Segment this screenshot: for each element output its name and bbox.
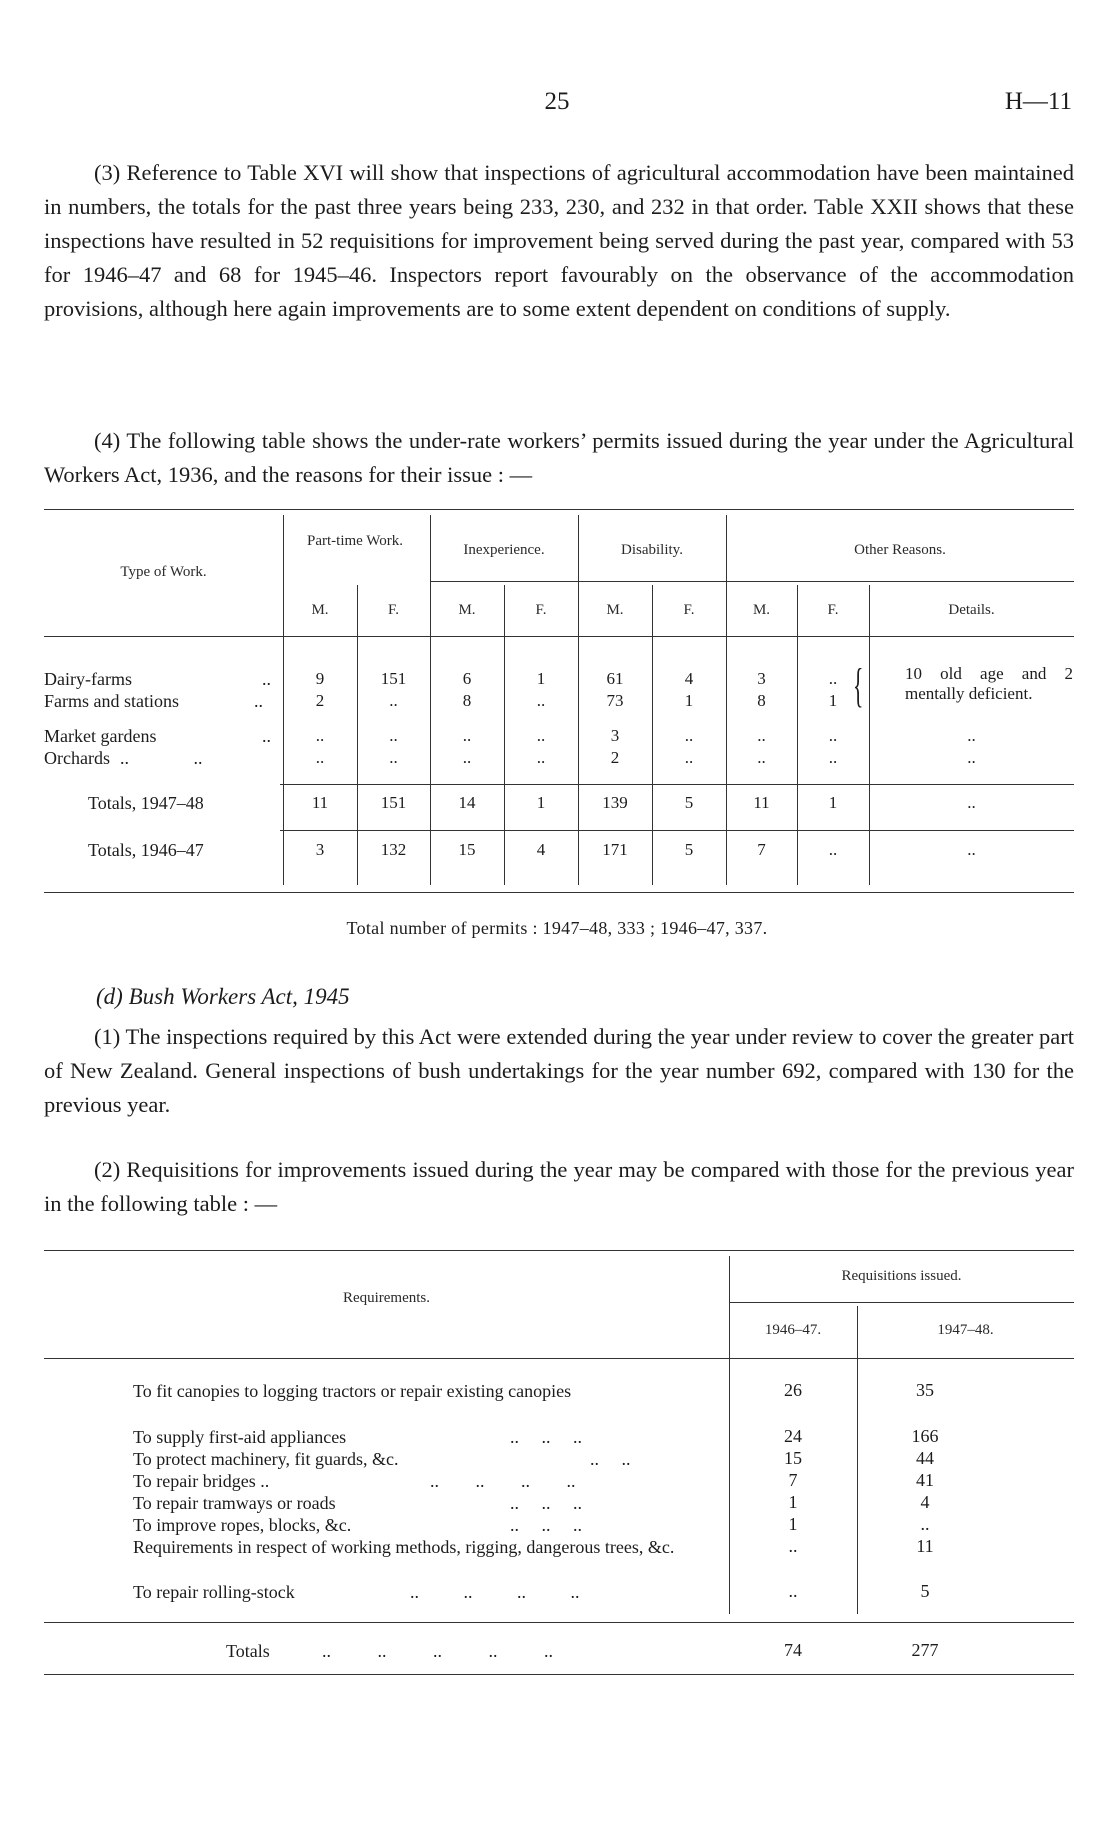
section-prefix: (d): [96, 984, 123, 1009]
table-cell: 73: [606, 691, 624, 710]
req-row-leader: .. .. .. ..: [410, 1582, 580, 1602]
table-cell: ..: [462, 748, 472, 767]
table-cell: 1: [684, 691, 694, 710]
details-note: 10 old age and 2 mentally deficient.: [905, 664, 1073, 703]
totals-rule-2: [280, 830, 1074, 831]
section-heading: [96, 984, 350, 1010]
table-bottom-rule: [44, 892, 1074, 893]
req-value-1947-48: 5: [920, 1581, 930, 1601]
paragraph-d1-text: (1) The inspections required by this Act were extended during the year under review to cover the greater part of New Zealand. General inspections of bush undertakings for the year number 692, compared with 130 for the previous year.: [44, 1024, 1074, 1117]
header-type-of-work: Type of Work.: [120, 564, 207, 580]
table-cell-details: ..: [967, 793, 976, 812]
table-cell: 1: [828, 793, 838, 812]
req-total-1947-48: 277: [911, 1640, 939, 1660]
req-value-1947-48: 41: [916, 1470, 934, 1490]
group-header-rule: [430, 581, 1074, 582]
table-cell: ..: [389, 691, 398, 710]
table-cell: 1: [536, 669, 546, 688]
req-row-leader: .. .. ..: [510, 1515, 582, 1535]
req-totals-leader: .. .. .. .. ..: [322, 1641, 553, 1661]
row-label-market-gardens: Market gardens: [44, 726, 157, 746]
paragraph-4-text: (4) The following table shows the under-rate workers’ permits issued during the year under the Agricultural Workers Act, 1936, and the reasons for their issue : —: [44, 428, 1074, 487]
req-row-leader: .. .. .. ..: [430, 1471, 576, 1491]
header-requisitions-issued: Requisitions issued.: [841, 1268, 962, 1284]
req-row-leader: .. .. ..: [510, 1427, 582, 1447]
page-number: 25: [544, 88, 570, 115]
table-cell: 14: [458, 793, 476, 812]
permits-total-caption: Total number of permits : 1947–48, 333 ; 1946–47, 337.: [346, 918, 768, 938]
table-cell: 11: [753, 793, 770, 812]
table-cell: ..: [315, 748, 325, 767]
row-leader: ..: [262, 726, 271, 746]
req-totals-label: Totals: [226, 1641, 270, 1661]
req-value-1946-47: 26: [784, 1380, 802, 1400]
req-row-label: To repair rolling-stock: [133, 1582, 295, 1602]
row-label-totals-1947-48: Totals, 1947–48: [88, 793, 204, 813]
sub-f: F.: [827, 602, 839, 618]
req-value-1947-48: 11: [916, 1536, 934, 1556]
table-cell: ..: [684, 748, 694, 767]
req-value-1946-47: ..: [788, 1581, 798, 1601]
col-rule: [729, 1256, 730, 1614]
table-cell: ..: [828, 748, 838, 767]
table-cell: 6: [462, 669, 472, 688]
header-inexperience: Inexperience.: [463, 542, 545, 558]
table-cell: 151: [380, 793, 407, 812]
row-leader: .. ..: [120, 748, 203, 768]
req-row-leader: .. .. ..: [510, 1493, 582, 1513]
table-cell: 151: [380, 669, 407, 688]
table-cell: 3: [610, 726, 620, 745]
header-disability: Disability.: [621, 542, 683, 558]
table-cell: 139: [602, 793, 628, 812]
req-value-1946-47: 1: [788, 1492, 798, 1512]
table-cell: 171: [602, 840, 628, 859]
sub-details: Details.: [948, 602, 995, 618]
table-cell: ..: [389, 726, 398, 745]
document-code: H—11: [1004, 88, 1072, 115]
sub-m: M.: [752, 602, 771, 618]
req-value-1947-48: ..: [920, 1514, 930, 1534]
req-value-1946-47: 24: [784, 1426, 802, 1446]
table-cell: 61: [606, 669, 624, 688]
req-row-label: To protect machinery, fit guards, &c.: [133, 1449, 399, 1469]
table-cell: 11: [311, 793, 329, 812]
req-row-label: To fit canopies to logging tractors or repair existing canopies: [133, 1381, 572, 1401]
req-row-label: To repair tramways or roads: [133, 1493, 336, 1513]
table-cell: 15: [458, 840, 476, 859]
req-row-label: To improve ropes, blocks, &c.: [133, 1515, 352, 1535]
sub-f: F.: [535, 602, 547, 618]
req-value-1946-47: 1: [788, 1514, 798, 1534]
table-cell: 4: [536, 840, 546, 859]
table-cell: ..: [757, 748, 766, 767]
col-rule: [857, 1306, 858, 1614]
req-total-1946-47: 74: [784, 1640, 802, 1660]
table-cell: ..: [462, 726, 472, 745]
table-cell: 9: [315, 669, 325, 688]
req-value-1947-48: 166: [911, 1426, 939, 1446]
row-leader: ..: [254, 691, 263, 711]
header-bottom-rule: [44, 1358, 1074, 1359]
table-cell: 2: [610, 748, 620, 767]
table-cell: 1: [828, 691, 838, 710]
table-cell: ..: [536, 691, 546, 710]
table-cell-details: ..: [967, 840, 976, 859]
table-cell: ..: [315, 726, 325, 745]
req-value-1947-48: 35: [916, 1380, 934, 1400]
table-top-rule: [44, 1250, 1074, 1251]
header-1946-47: 1946–47.: [764, 1322, 822, 1338]
sub-m: M.: [458, 602, 476, 618]
table-cell: 8: [462, 691, 472, 710]
table-cell: 4: [684, 669, 694, 688]
table-cell: ..: [389, 748, 398, 767]
sub-f: F.: [683, 602, 695, 618]
paragraph-4: [44, 424, 1074, 492]
table-cell: 132: [380, 840, 407, 859]
table-cell: 2: [315, 691, 325, 710]
sub-m: M.: [311, 602, 329, 618]
row-label-totals-1946-47: Totals, 1946–47: [88, 840, 204, 860]
table-cell: 1: [536, 793, 546, 812]
row-label-farms-stations: Farms and stations: [44, 691, 179, 711]
table-cell-details: ..: [967, 726, 976, 745]
table-top-rule: [44, 509, 1074, 510]
table-cell: 3: [315, 840, 325, 859]
table-end-rule: [44, 1674, 1074, 1675]
header-other-reasons: Other Reasons.: [854, 542, 946, 558]
req-row-label: To supply first-aid appliances: [133, 1427, 347, 1447]
table-cell: ..: [536, 748, 546, 767]
table-cell: ..: [828, 726, 838, 745]
table-cell: ..: [828, 840, 838, 859]
table-cell: ..: [828, 669, 838, 688]
table-cell: 5: [684, 840, 694, 859]
req-row-label: Requirements in respect of working methods, rigging, dangerous trees, &c.: [133, 1537, 675, 1557]
table-cell: ..: [684, 726, 694, 745]
section-title: Bush Workers Act, 1945: [128, 984, 350, 1009]
header-requirements: Requirements.: [342, 1290, 431, 1306]
req-value-1946-47: 7: [788, 1470, 798, 1490]
header-bottom-rule: [44, 636, 1074, 637]
table-cell: 3: [757, 669, 766, 688]
table-bottom-rule: [44, 1622, 1074, 1623]
req-value-1946-47: 15: [784, 1448, 802, 1468]
group-header-rule: [729, 1302, 1074, 1303]
req-value-1947-48: 4: [920, 1492, 930, 1512]
paragraph-d2-text: (2) Requisitions for improvements issued during the year may be compared with those for the previous year in the following table : —: [44, 1157, 1074, 1216]
req-value-1947-48: 44: [916, 1448, 934, 1468]
sub-m: M.: [606, 602, 624, 618]
table-cell: ..: [757, 726, 766, 745]
req-value-1946-47: ..: [788, 1536, 798, 1556]
sub-f: F.: [388, 602, 399, 618]
paragraph-3: [44, 156, 1074, 326]
row-label-dairy-farms: Dairy-farms: [44, 669, 132, 689]
paragraph-d1: [44, 1020, 1074, 1122]
table-cell: ..: [536, 726, 546, 745]
table-cell: 8: [757, 691, 766, 710]
header-part-time: Part-time Work.: [307, 533, 403, 549]
totals-rule-1: [280, 784, 1074, 785]
details-brace: {: [853, 659, 864, 712]
row-label-orchards: Orchards: [44, 748, 110, 768]
row-leader: ..: [262, 669, 271, 689]
header-1947-48: 1947–48.: [937, 1322, 994, 1338]
table-cell: 5: [684, 793, 694, 812]
req-row-label: To repair bridges ..: [133, 1471, 270, 1491]
table-cell: 7: [757, 840, 766, 859]
req-row-leader: .. ..: [590, 1449, 631, 1469]
table-cell-details: ..: [967, 748, 976, 767]
paragraph-d2: [44, 1153, 1074, 1221]
paragraph-3-text: (3) Reference to Table XVI will show that inspections of agricultural accommodation have been maintained in numbers, the totals for the past three years being 233, 230, and 232 in that order. Table XXII shows that these inspections have resulted in 52 requisitions for improvement being served during the past year, compared with 53 for 1946–47 and 68 for 1945–46. Inspectors report favourably on the observance of the accommodation provisions, although here again improvements are to some extent dependent on conditions of supply.: [44, 160, 1074, 321]
